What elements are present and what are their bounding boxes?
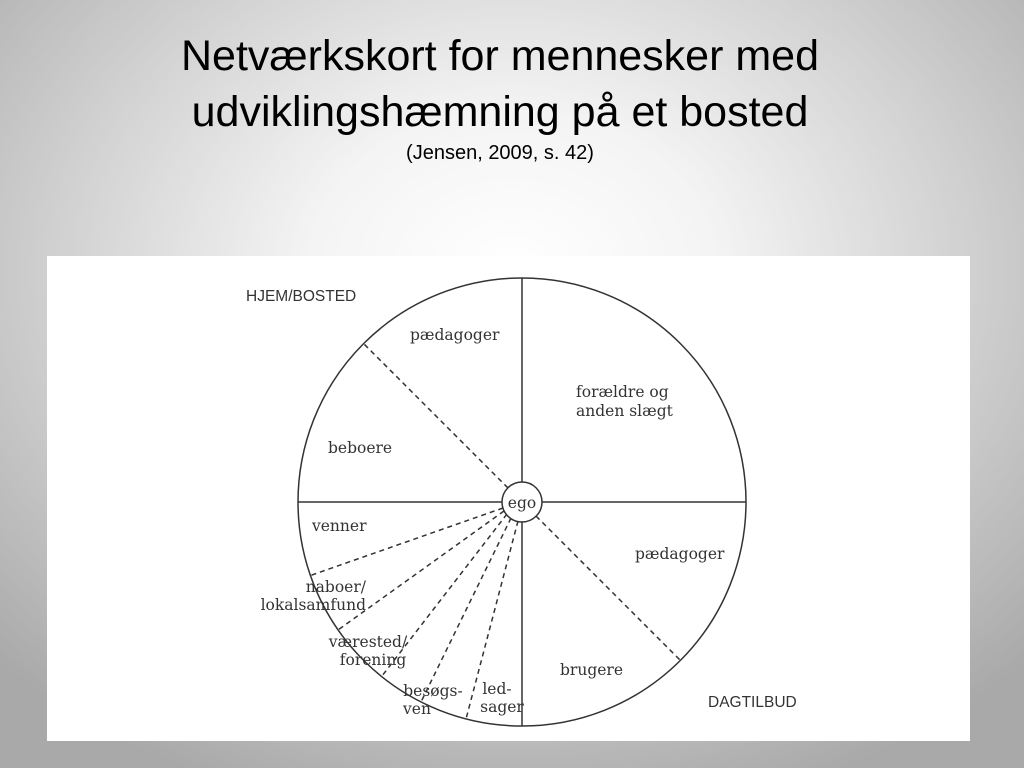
ledsager-label-2: sager xyxy=(480,698,524,716)
vaerested-label-1: værested/ xyxy=(328,633,408,651)
brugere-label: brugere xyxy=(560,661,623,679)
besogsven-label-2: ven xyxy=(403,700,431,718)
network-map-panel xyxy=(47,256,970,741)
ego-label: ego xyxy=(507,494,537,512)
dagtilbud-label: DAGTILBUD xyxy=(708,694,797,711)
naboer-label-1: naboer/ xyxy=(305,578,366,596)
citation: (Jensen, 2009, s. 42) xyxy=(406,142,594,164)
vaerested-label-2: forening xyxy=(339,651,407,669)
ledsager-label-1: led- xyxy=(482,680,512,698)
title-line-1: Netværkskort for mennesker med xyxy=(180,32,820,80)
naboer-label-2: lokalsamfund xyxy=(260,596,366,614)
venner-label: venner xyxy=(312,517,367,535)
dash-home-split xyxy=(363,343,508,488)
paedagoger-home-label: pædagoger xyxy=(410,326,500,344)
foraeldre-label-1: forældre og xyxy=(576,383,669,401)
foraeldre-label-2: anden slægt xyxy=(576,402,673,420)
paedagoger-day-label: pædagoger xyxy=(635,545,725,563)
dash-day-split xyxy=(536,516,680,660)
besogsven-label-1: besøgs- xyxy=(403,682,463,700)
hjem-bosted-label: HJEM/BOSTED xyxy=(246,288,357,305)
title-line-2: udviklingshæmning på et bosted xyxy=(191,88,809,136)
dash-besogsven xyxy=(421,518,511,702)
beboere-label: beboere xyxy=(328,439,393,457)
slide-title xyxy=(100,28,900,166)
network-map-diagram xyxy=(47,256,970,741)
